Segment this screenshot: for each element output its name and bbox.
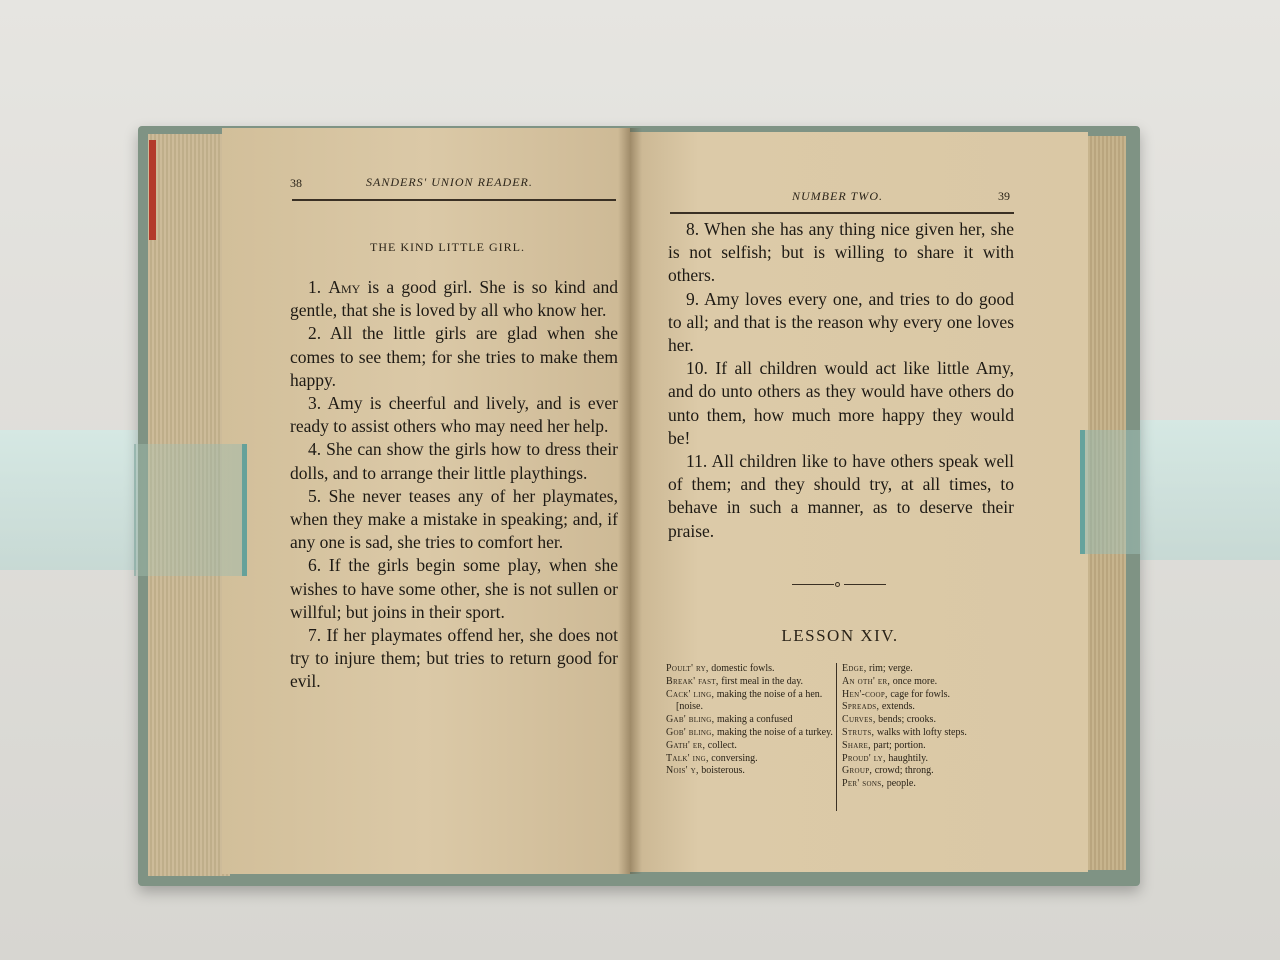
vocabulary-definition: making the noise of a hen. [noise. [676,688,823,713]
vocabulary-entry [666,727,836,740]
vocabulary-entry [666,740,836,753]
vocabulary-definition: domestic fowls. [711,663,775,674]
vocabulary-entry [842,689,982,702]
paragraph [290,485,618,555]
vocabulary-word: Break' fast, [666,675,719,687]
header-rule-right [670,212,1014,214]
paragraph-text: If her playmates offend her, she does not try to injure them; but tries to return good for evil. [290,625,619,692]
vocabulary-definition: boisterous. [701,765,745,777]
lesson-heading: LESSON XIV. [781,626,899,645]
vocabulary-entry [842,663,982,676]
vocabulary-word: Hen'-coop, [842,688,888,700]
paragraph [668,218,1014,288]
vocabulary-entry [842,676,982,689]
vocabulary-word: Proud' ly, [842,752,886,764]
vocabulary-definition: conversing. [711,752,758,764]
glass-weight-right-strip [1134,420,1280,560]
paragraph [290,276,618,322]
vocabulary-word: Share, [842,739,871,751]
vocabulary-word: Poult' ry, [666,663,709,674]
vocabulary-list-right [842,663,982,791]
paragraph-text: is a good girl. She is so kind and gentle, that she is loved by all who know her. [290,277,619,321]
vocabulary-definition: people. [886,778,916,790]
vocabulary-entry [842,714,982,727]
paragraph [290,392,618,438]
vocabulary-definition: collect. [707,739,737,751]
paragraph-number: 4. [308,439,327,460]
vocabulary-entry [842,740,982,753]
vocabulary-word: Group, [842,765,873,777]
vocabulary-entry [666,689,836,715]
paragraph-lead-word: Amy [328,277,361,297]
vocabulary-definition: bends; crooks. [878,714,936,726]
lesson-title: THE KIND LITTLE GIRL. [370,240,525,254]
paragraph [668,450,1014,543]
paragraph-text: Amy loves every one, and tries to do good to all; and that is the reason why every one loves her. [668,288,1014,356]
vocabulary-entry [842,765,982,778]
paragraph-number: 3. [308,393,328,414]
paragraph [290,438,618,484]
paragraph-number: 9. [686,288,705,309]
vocabulary-entry [842,778,982,791]
vocabulary-word: Spreads, [842,701,880,713]
paragraph-number: 5. [308,485,329,506]
page-number-left: 38 [290,176,302,190]
vocabulary-list-left [666,663,836,778]
glass-weight-left-strip [0,430,140,570]
paragraph-text: She never teases any of her playmates, when they make a mistake in speaking; and, if any one is sad, she tries to comfort her. [290,485,618,553]
header-rule-left [292,199,616,201]
vocabulary-definition: rim; verge. [869,663,913,674]
paragraph-text: If the girls begin some play, when she wishes to have some other, she is not sullen or willful; but joins in their sport. [290,555,618,622]
paragraph-text: She can show the girls how to dress their dolls, and to arrange their little playthings. [290,439,618,483]
running-title-right: NUMBER TWO. [792,189,883,203]
vocabulary-word: Talk' ing, [666,752,709,764]
vocabulary-entry [666,753,836,766]
paragraph [290,322,618,392]
glass-weight-right [1080,430,1141,554]
vocabulary-word: Edge, [842,663,867,674]
left-page-text [290,276,618,694]
paragraph-text: If all children would act like little Amy, and do unto others as they would have others do unto them, how much more happy they would be! [668,358,1015,448]
vocabulary-definition: walks with lofty steps. [876,726,967,738]
vocabulary-word: Nois' y, [666,765,699,777]
right-page-text [668,218,1014,543]
book-gutter [618,128,642,874]
vocabulary-entry [666,676,836,689]
paragraph-text: All children like to have others speak well of them; and they should try, at all times, to behave in such a manner, as to deserve their praise. [668,451,1014,541]
vocabulary-definition: first meal in the day. [721,675,804,687]
paragraph [290,624,618,694]
paragraph-text: Amy is cheerful and lively, and is ever ready to assist others who may need her help. [290,393,618,437]
section-ornament [792,583,886,586]
paragraph-number: 6. [308,555,329,576]
paragraph [668,357,1014,450]
vocabulary-definition: once more. [892,675,938,687]
vocabulary-word: Gath' er, [666,739,706,751]
vocabulary-word: Curves, [842,714,876,726]
vocabulary-definition: haughtily. [888,752,928,764]
vocabulary-entry [666,663,836,676]
vocabulary-entry [842,753,982,766]
vocabulary-word: Cack' ling, [666,688,715,700]
vocabulary-entry [666,714,836,727]
vocabulary-definition: making a confused [716,714,793,726]
paragraph-number: 1. [308,277,329,297]
paragraph-number: 2. [308,323,330,344]
vocabulary-entry [842,727,982,740]
vocabulary-word: Struts, [842,726,875,738]
paragraph-text: All the little girls are glad when she comes to see them; for she tries to make them happy. [290,323,618,390]
bookmark-edge [149,140,156,240]
paragraph-number: 7. [308,625,327,646]
paragraph-number: 8. [686,219,705,239]
vocabulary-word: Gob' bling, [666,726,715,738]
page-number-right: 39 [998,189,1010,203]
vocabulary-definition: part; portion. [873,739,926,751]
glass-weight-left [134,444,247,576]
vocabulary-definition: cage for fowls. [890,688,951,700]
paragraph-number: 10. [686,358,716,379]
paragraph-number: 11. [686,451,712,472]
vocabulary-definition: making the noise of a turkey. [716,726,833,738]
paragraph-text: When she has any thing nice given her, she is not selfish; but is willing to share it with others. [668,219,1014,286]
paragraph [668,288,1014,358]
vocabulary-entry [842,701,982,714]
vocabulary-entry [666,765,836,778]
vocabulary-definition: extends. [881,701,915,713]
running-title-left: SANDERS' UNION READER. [366,175,533,189]
vocabulary-word: An oth' er, [842,675,891,687]
vocabulary-divider [836,663,837,811]
vocabulary-definition: crowd; throng. [874,765,934,777]
paragraph [290,554,618,624]
vocabulary-word: Per' sons, [842,778,885,790]
vocabulary-word: Gab' bling, [666,714,715,726]
